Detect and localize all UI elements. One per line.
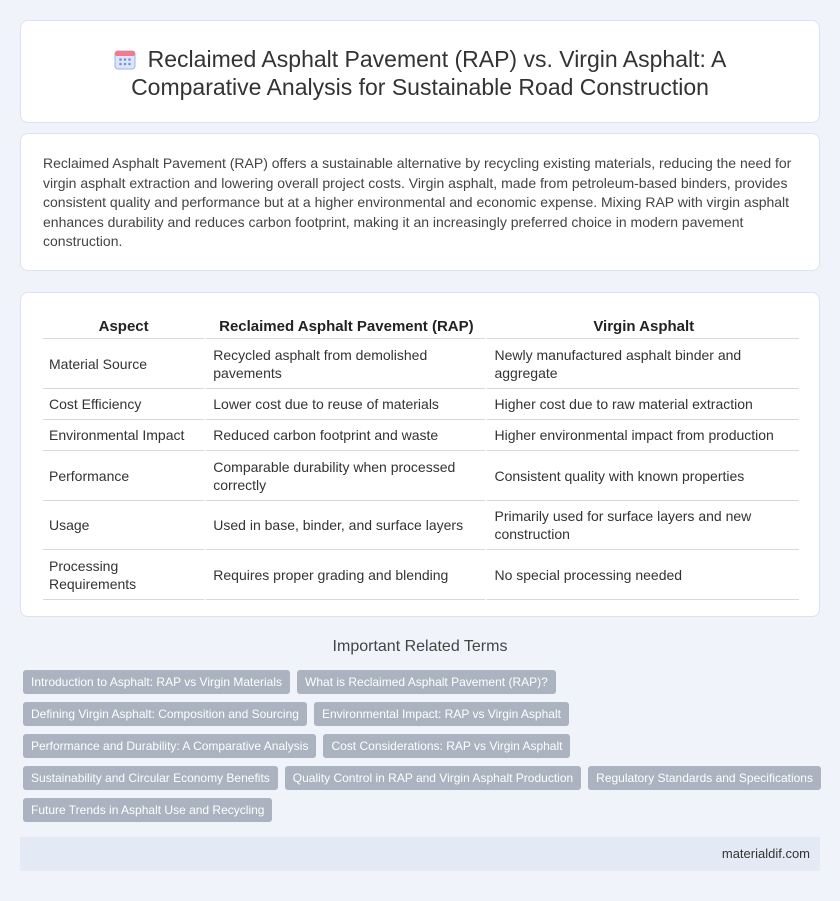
related-term-tag[interactable]: Cost Considerations: RAP vs Virgin Asphalt — [323, 734, 570, 758]
table-cell-rap: Reduced carbon footprint and waste — [204, 420, 485, 451]
table-cell-virgin: Primarily used for surface layers and new construction — [485, 501, 799, 550]
table-cell-aspect: Processing Requirements — [43, 550, 204, 600]
table-cell-aspect: Usage — [43, 501, 204, 550]
table-cell-rap: Lower cost due to reuse of materials — [204, 389, 485, 420]
header-virgin: Virgin Asphalt — [485, 309, 799, 339]
table-cell-aspect: Cost Efficiency — [43, 389, 204, 420]
related-term-tag[interactable]: Sustainability and Circular Economy Benefits — [23, 766, 278, 790]
related-terms-list — [23, 670, 823, 822]
footer-site-link[interactable]: materialdif.com — [721, 846, 810, 861]
related-term-tag[interactable]: What is Reclaimed Asphalt Pavement (RAP)? — [297, 670, 556, 694]
related-term-tag[interactable]: Performance and Durability: A Comparative Analysis — [23, 734, 316, 758]
table-cell-rap: Used in base, binder, and surface layers — [204, 501, 485, 550]
comparison-table — [43, 309, 799, 600]
calendar-icon — [114, 48, 136, 70]
table-cell-virgin: No special processing needed — [485, 550, 799, 600]
table-row — [43, 501, 799, 550]
header-aspect: Aspect — [43, 309, 204, 339]
table-cell-aspect: Material Source — [43, 339, 204, 389]
related-term-tag[interactable]: Future Trends in Asphalt Use and Recycling — [23, 798, 272, 822]
table-row — [43, 451, 799, 501]
related-term-tag[interactable]: Introduction to Asphalt: RAP vs Virgin Materials — [23, 670, 290, 694]
summary-text: Reclaimed Asphalt Pavement (RAP) offers a sustainable alternative by recycling existing materials, reducing the need for virgin asphalt extraction and lowering overall project costs. Virgin asphalt, made from petroleum-based binders, provides consistent quality and performance but at a higher environmental and economic expense. Mixing RAP with virgin asphalt enhances durability and reduces carbon footprint, making it an increasingly preferred choice in modern pavement construction. — [43, 155, 792, 249]
related-term-tag[interactable]: Environmental Impact: RAP vs Virgin Asphalt — [314, 702, 569, 726]
related-term-tag[interactable]: Regulatory Standards and Specifications — [588, 766, 821, 790]
comparison-table-card — [20, 292, 820, 617]
header-rap: Reclaimed Asphalt Pavement (RAP) — [204, 309, 485, 339]
footer — [20, 837, 820, 871]
related-term-tag[interactable]: Defining Virgin Asphalt: Composition and Sourcing — [23, 702, 307, 726]
table-cell-virgin: Higher environmental impact from production — [485, 420, 799, 451]
table-cell-virgin: Newly manufactured asphalt binder and aggregate — [485, 339, 799, 389]
table-row — [43, 420, 799, 451]
table-row — [43, 389, 799, 420]
table-cell-virgin: Higher cost due to raw material extraction — [485, 389, 799, 420]
table-cell-rap: Recycled asphalt from demolished pavements — [204, 339, 485, 389]
table-cell-rap: Comparable durability when processed correctly — [204, 451, 485, 501]
table-cell-aspect: Environmental Impact — [43, 420, 204, 451]
table-header-row — [43, 309, 799, 339]
table-cell-rap: Requires proper grading and blending — [204, 550, 485, 600]
title-wrap — [21, 45, 819, 101]
page-title-text: Reclaimed Asphalt Pavement (RAP) vs. Virgin Asphalt: A Comparative Analysis for Sustainable Road Construction — [131, 46, 727, 100]
related-term-tag[interactable]: Quality Control in RAP and Virgin Asphalt Production — [285, 766, 581, 790]
table-cell-virgin: Consistent quality with known properties — [485, 451, 799, 501]
page-title — [70, 45, 770, 101]
table-cell-aspect: Performance — [43, 451, 204, 501]
summary-card — [20, 133, 820, 271]
related-terms-title: Important Related Terms — [332, 638, 508, 655]
table-row — [43, 339, 799, 389]
table-row — [43, 550, 799, 600]
header-card — [20, 20, 820, 123]
